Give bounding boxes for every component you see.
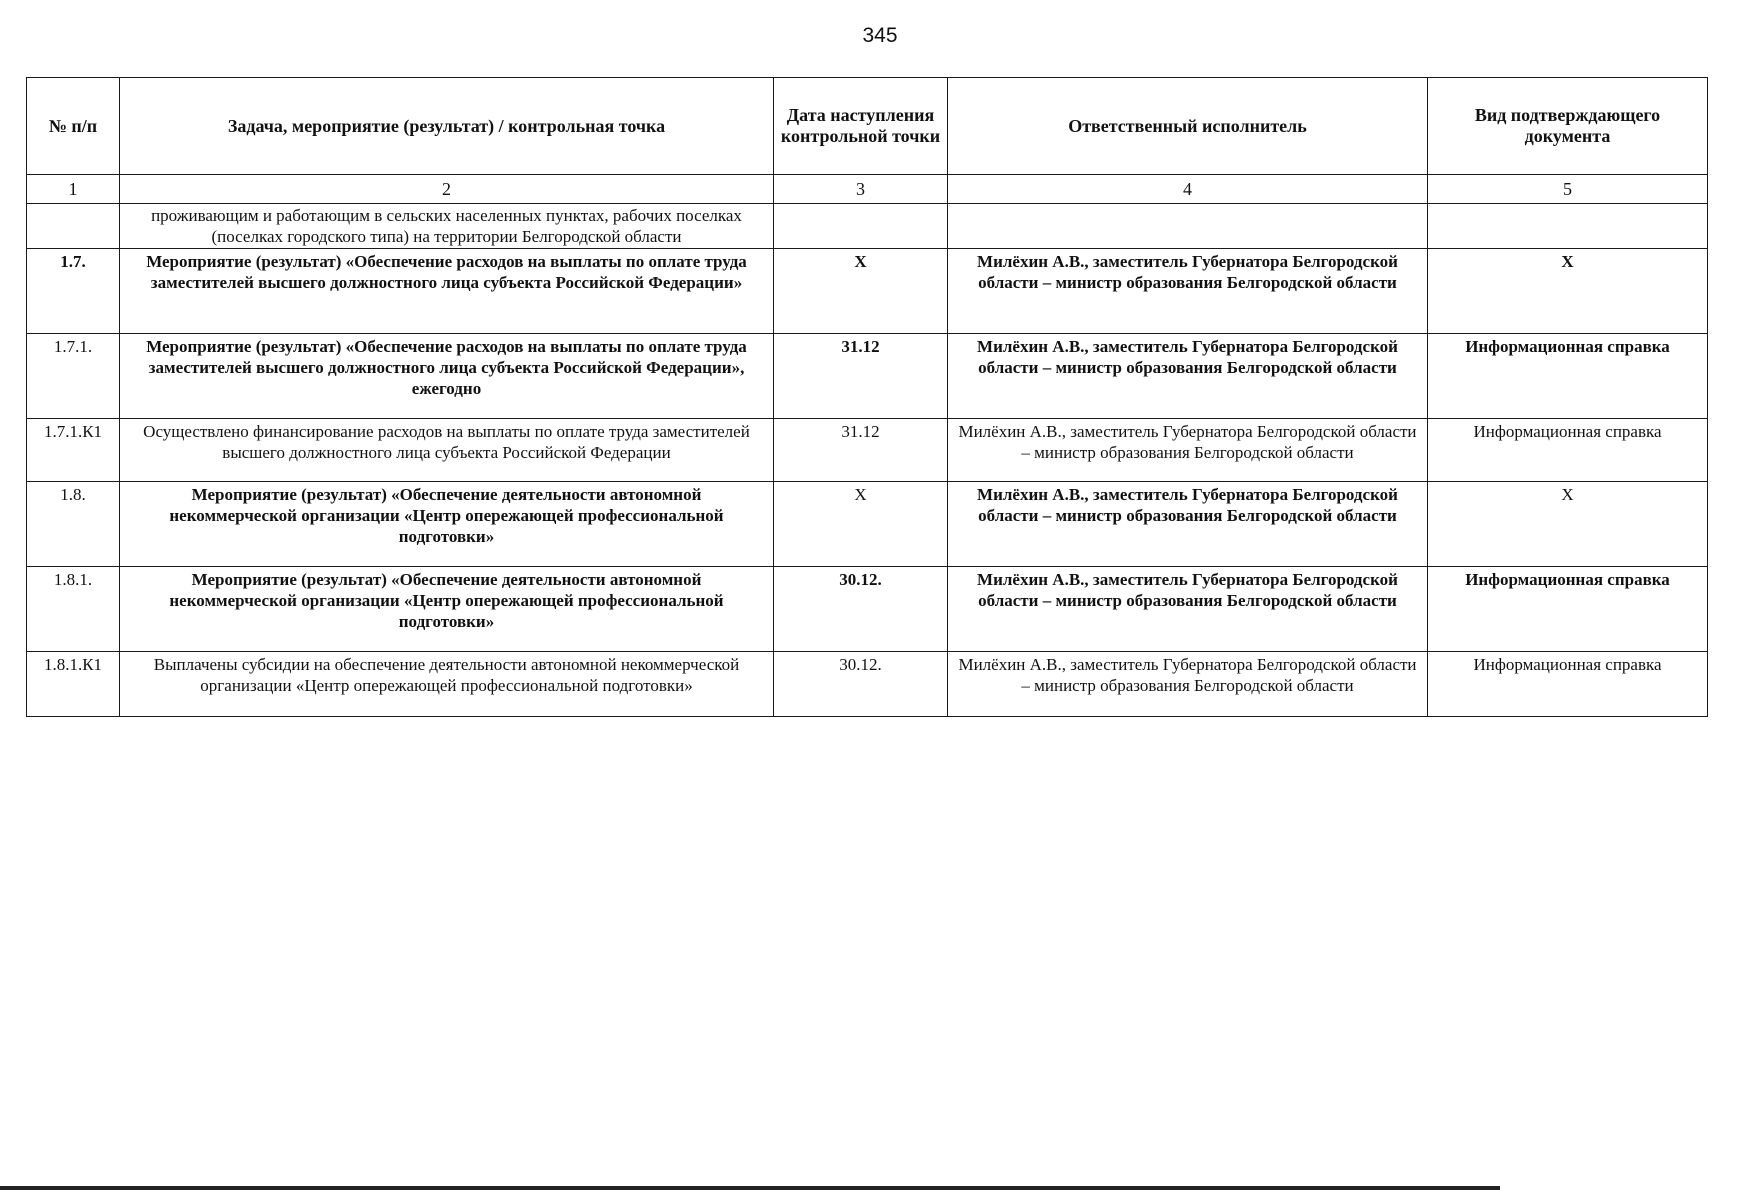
row-num xyxy=(27,204,120,249)
page-bottom-rule xyxy=(0,1186,1500,1190)
row-date xyxy=(774,204,948,249)
row-task: Мероприятие (результат) «Обеспечение расходов на выплаты по оплате труда заместителей высшего должностного лица субъекта Российской Федерации», ежегодно xyxy=(120,334,774,419)
table-row xyxy=(27,249,1708,334)
column-number: 2 xyxy=(120,175,774,204)
row-task: Осуществлено финансирование расходов на выплаты по оплате труда заместителей высшего должностного лица субъекта Российской Федерации xyxy=(120,419,774,482)
row-num: 1.7.1. xyxy=(27,334,120,419)
header-responsible: Ответственный исполнитель xyxy=(948,78,1428,175)
row-responsible: Милёхин А.В., заместитель Губернатора Белгородской области – министр образования Белгородской области xyxy=(948,334,1428,419)
row-task: Мероприятие (результат) «Обеспечение расходов на выплаты по оплате труда заместителей высшего должностного лица субъекта Российской Федерации» xyxy=(120,249,774,334)
row-document xyxy=(1428,204,1708,249)
row-num: 1.8. xyxy=(27,482,120,567)
row-responsible: Милёхин А.В., заместитель Губернатора Белгородской области – министр образования Белгородской области xyxy=(948,419,1428,482)
row-document: Информационная справка xyxy=(1428,652,1708,717)
row-num: 1.8.1. xyxy=(27,567,120,652)
header-task: Задача, мероприятие (результат) / контрольная точка xyxy=(120,78,774,175)
row-responsible: Милёхин А.В., заместитель Губернатора Белгородской области – министр образования Белгородской области xyxy=(948,482,1428,567)
table-row xyxy=(27,419,1708,482)
row-date: 30.12. xyxy=(774,567,948,652)
header-num: № п/п xyxy=(27,78,120,175)
row-responsible: Милёхин А.В., заместитель Губернатора Белгородской области – министр образования Белгородской области xyxy=(948,249,1428,334)
row-responsible: Милёхин А.В., заместитель Губернатора Белгородской области – министр образования Белгородской области xyxy=(948,567,1428,652)
header-row xyxy=(27,78,1708,175)
header-date: Дата наступления контрольной точки xyxy=(774,78,948,175)
row-document: X xyxy=(1428,249,1708,334)
row-document: Информационная справка xyxy=(1428,419,1708,482)
column-number: 3 xyxy=(774,175,948,204)
column-number: 4 xyxy=(948,175,1428,204)
table-row xyxy=(27,652,1708,717)
table-row xyxy=(27,334,1708,419)
control-points-table xyxy=(26,77,1708,717)
row-task: Мероприятие (результат) «Обеспечение деятельности автономной некоммерческой организации «Центр опережающей профессиональной подготовки» xyxy=(120,567,774,652)
column-number: 1 xyxy=(27,175,120,204)
row-document: Информационная справка xyxy=(1428,567,1708,652)
row-date: 31.12 xyxy=(774,419,948,482)
continuation-row xyxy=(27,204,1708,249)
column-numbers-row xyxy=(27,175,1708,204)
table-row xyxy=(27,482,1708,567)
row-date: 31.12 xyxy=(774,334,948,419)
row-date: 30.12. xyxy=(774,652,948,717)
row-num: 1.7.1.К1 xyxy=(27,419,120,482)
row-document: X xyxy=(1428,482,1708,567)
row-num: 1.7. xyxy=(27,249,120,334)
row-date: X xyxy=(774,482,948,567)
table-row xyxy=(27,567,1708,652)
row-responsible: Милёхин А.В., заместитель Губернатора Белгородской области – министр образования Белгородской области xyxy=(948,652,1428,717)
row-document: Информационная справка xyxy=(1428,334,1708,419)
row-task: Мероприятие (результат) «Обеспечение деятельности автономной некоммерческой организации «Центр опережающей профессиональной подготовки» xyxy=(120,482,774,567)
column-number: 5 xyxy=(1428,175,1708,204)
row-task: проживающим и работающим в сельских населенных пунктах, рабочих поселках (поселках городского типа) на территории Белгородской области xyxy=(120,204,774,249)
row-responsible xyxy=(948,204,1428,249)
page-number: 345 xyxy=(862,24,898,47)
row-task: Выплачены субсидии на обеспечение деятельности автономной некоммерческой организации «Центр опережающей профессиональной подготовки» xyxy=(120,652,774,717)
row-num: 1.8.1.К1 xyxy=(27,652,120,717)
row-date: X xyxy=(774,249,948,334)
header-document: Вид подтверждающего документа xyxy=(1428,78,1708,175)
